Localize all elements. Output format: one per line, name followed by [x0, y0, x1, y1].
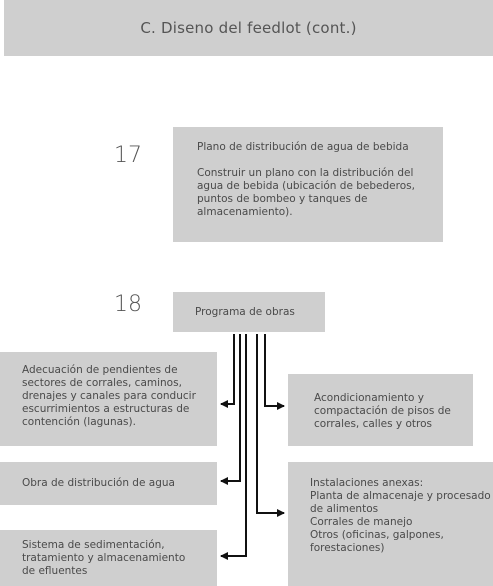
step-18-number: 18	[114, 292, 142, 317]
work-item-label: Sistema de sedimentación, tratamiento y almacenamiento de efluentes	[22, 539, 186, 577]
arrow-to-annex-facilities	[257, 334, 284, 513]
step-17-title: Plano de distribución de agua de bebida	[197, 141, 409, 153]
step-17-description: Construir un plano con la distribución del agua de bebida (ubicación de bebederos, puntos de bombeo y tanques de almacenamiento).	[197, 167, 415, 218]
arrow-to-floors	[265, 334, 284, 406]
arrow-to-slopes	[221, 334, 234, 404]
arrow-to-water-distribution	[221, 334, 240, 481]
work-item-label: Obra de distribución de agua	[22, 477, 175, 489]
work-item-label: Acondicionamiento y compactación de pisos de corrales, calles y otros	[314, 392, 451, 430]
work-item-label: Instalaciones anexas: Planta de almacenaje y procesado de alimentos Corrales de manejo Otros (oficinas, galpones, forestaciones)	[310, 477, 491, 554]
page-title: C. Diseno del feedlot (cont.)	[140, 19, 357, 37]
work-item-label: Adecuación de pendientes de sectores de corrales, caminos, drenajes y canales para conducir escurrimientos a estructuras de contención (lagunas).	[22, 364, 196, 428]
step-17-number: 17	[114, 143, 142, 168]
step-18-title: Programa de obras	[195, 305, 295, 318]
